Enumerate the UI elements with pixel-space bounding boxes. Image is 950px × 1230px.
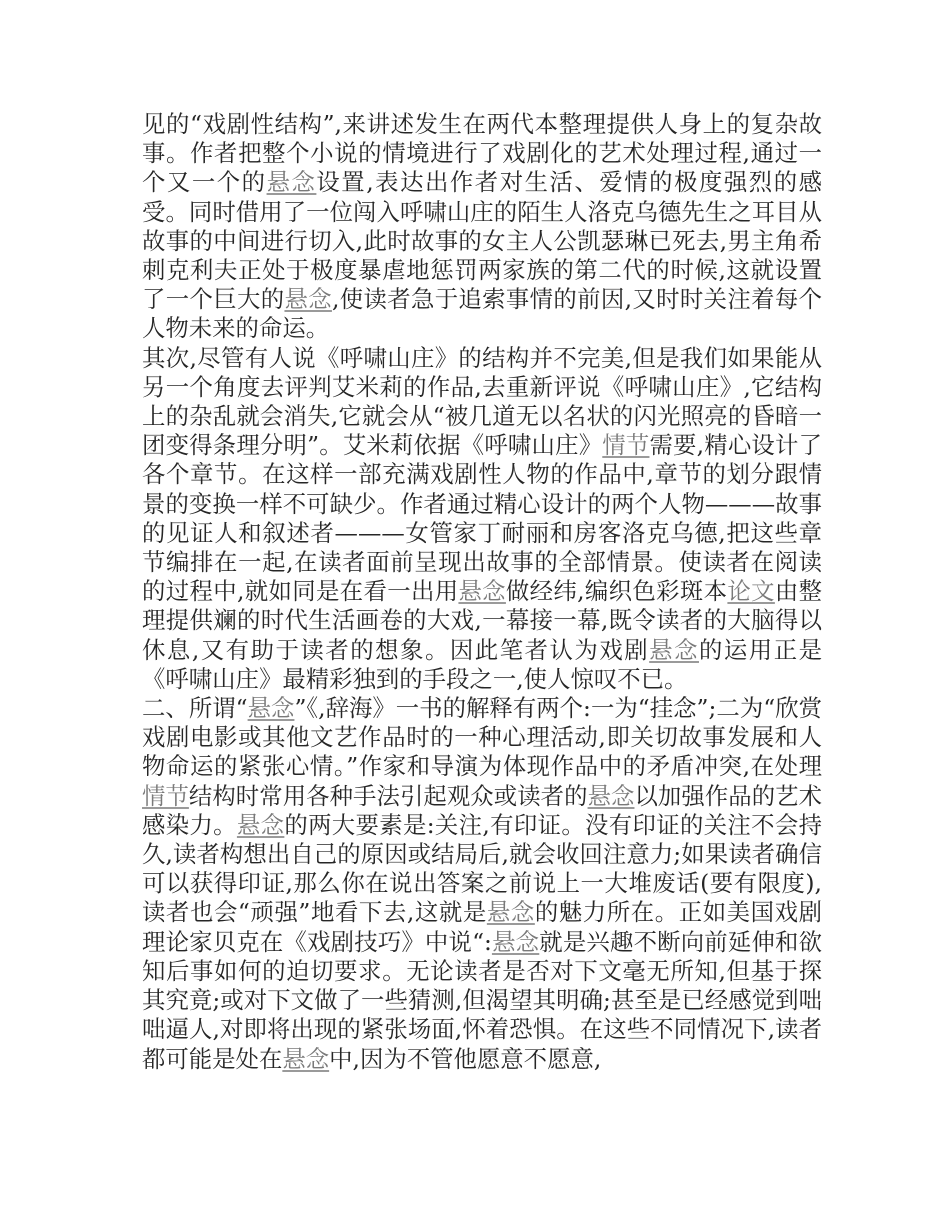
text-segment: 需要,精心设计了各个章节。在这样一部充满戏剧性人物的作品中,章节的划分跟情景的变换一样不可缺少。作者通过精心设计的两个人物———故事的见证人和叙述者———女管家丁耐丽和房客洛克乌德,把这些章节编排在一起,在读者面前呈现出故事的全部情景。使读者在阅读的过程中,就如同是在看一出用 bbox=[142, 431, 822, 606]
text-segment: 见的“戏剧性结构”,来讲述发生在两代本整理提供人身上的复杂故事。作者把整个小说的情境进行了戏剧化的艺术处理过程,通过一个又一个的 bbox=[142, 110, 822, 197]
text-segment: 二、所谓“ bbox=[142, 694, 248, 723]
keyword-link[interactable]: 悬念 bbox=[266, 168, 317, 197]
keyword-link[interactable]: 悬念 bbox=[247, 694, 295, 723]
keyword-link[interactable]: 悬念 bbox=[284, 285, 332, 314]
text-segment: 中,因为不管他愿意不愿意, bbox=[329, 1044, 602, 1073]
text-segment: 其次,尽管有人说《呼啸山庄》的结构并不完美,但是我们如果能从另一个角度去评判艾米莉的作品,去重新评说《呼啸山庄》,它结构上的杂乱就会消失,它就会从“被几道无以名状的闪光照亮的昏暗一团变得条理分明”。艾米莉依据《呼啸山庄》 bbox=[142, 343, 823, 460]
paragraph-3 bbox=[142, 694, 822, 1074]
text-segment: ,使读者急于追索事情的前因,又时时关注着每个人物未来的命运。 bbox=[142, 285, 822, 343]
text-segment: 由整理提供斓的时代生活画卷的大戏,一幕接一幕,既令读者的大脑得以休息,又有助于读者的想象。因此笔者认为戏剧 bbox=[142, 577, 823, 664]
text-segment: 的魅力所在。正如美国戏剧理论家贝克在《戏剧技巧》中说“: bbox=[142, 898, 822, 956]
text-segment: 设置,表达出作者对生活、爱情的极度强烈的感受。同时借用了一位闯入呼啸山庄的陌生人洛克乌德先生之耳目从故事的中间进行切入,此时故事的女主人公凯瑟琳已死去,男主角希刺克利夫正处于极度暴虐地惩罚两家族的第二代的时候,这就设置了一个巨大的 bbox=[142, 168, 823, 314]
text-segment: 就是兴趣不断向前延伸和欲知后事如何的迫切要求。无论读者是否对下文毫无所知,但基于探其究竟;或对下文做了一些猜测,但渴望其明确;甚至是已经感觉到咄咄逼人,对即将出现的紧张场面,怀着恐惧。在这些不同情况下,读者都可能是处在 bbox=[142, 927, 823, 1073]
keyword-link[interactable]: 悬念 bbox=[491, 927, 540, 956]
text-segment: ”《,辞海》一书的解释有两个:一为“挂念”;二为“欣赏戏剧电影或其他文艺作品时的一种心理活动,即关切故事发展和人物命运的紧张心情。”作家和导演为体现作品中的矛盾冲突,在处理 bbox=[142, 694, 823, 781]
paragraph-2 bbox=[142, 344, 822, 694]
text-segment: 做经纬,编织色彩斑本 bbox=[505, 577, 728, 606]
keyword-link[interactable]: 悬念 bbox=[587, 781, 635, 810]
keyword-link[interactable]: 论文 bbox=[727, 577, 775, 606]
text-segment: 的运用正是《呼啸山庄》最精彩独到的手段之一,使人惊叹不已。 bbox=[142, 635, 823, 693]
text-segment: 结构时常用各种手法引起观众或读者的 bbox=[188, 781, 588, 810]
keyword-link[interactable]: 情节 bbox=[602, 431, 650, 460]
keyword-link[interactable]: 悬念 bbox=[649, 635, 699, 664]
text-segment: 以加强作品的艺术感染力。 bbox=[142, 781, 823, 839]
keyword-link[interactable]: 情节 bbox=[142, 781, 189, 810]
keyword-link[interactable]: 悬念 bbox=[282, 1044, 330, 1073]
document-body bbox=[142, 110, 822, 1074]
paragraph-1 bbox=[142, 110, 822, 344]
keyword-link[interactable]: 悬念 bbox=[458, 577, 506, 606]
text-segment: 的两大要素是:关注,有印证。没有印证的关注不会持久,读者构想出自己的原因或结局后,就会收回注意力;如果读者确信可以获得印证,那么你在说出答案之前说上一大堆废话(要有限度),读者也会“顽强”地看下去,这就是 bbox=[142, 810, 822, 927]
keyword-link[interactable]: 悬念 bbox=[236, 810, 285, 839]
keyword-link[interactable]: 悬念 bbox=[486, 898, 535, 927]
